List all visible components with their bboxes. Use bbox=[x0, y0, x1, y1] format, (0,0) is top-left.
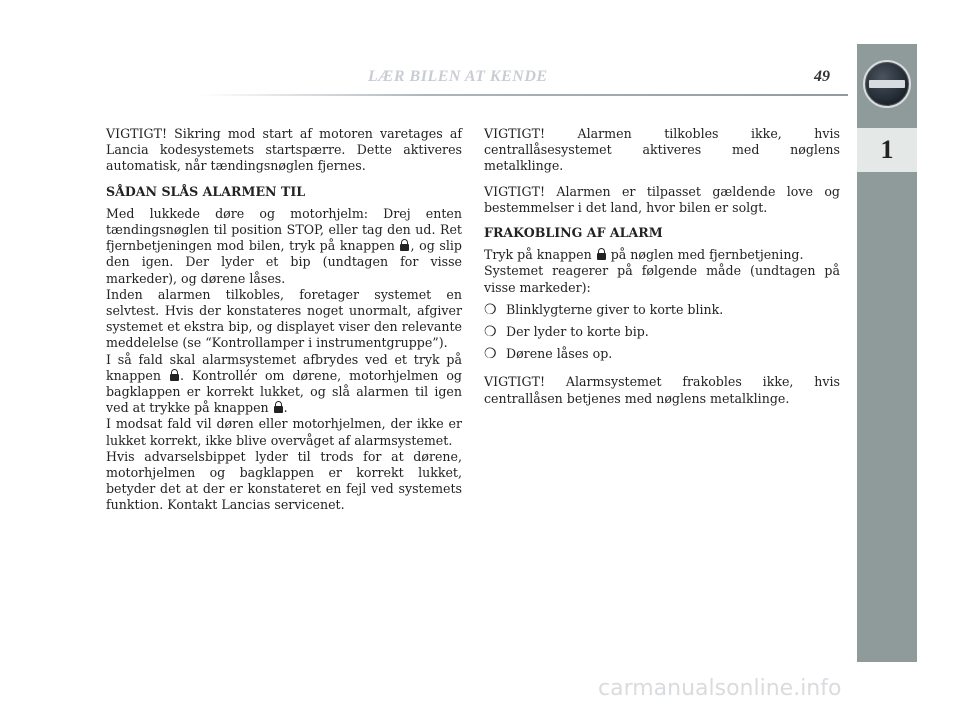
lock-icon bbox=[400, 239, 409, 251]
section-heading: SÅDAN SLÅS ALARMEN TIL bbox=[106, 183, 306, 199]
header-rule bbox=[200, 94, 848, 96]
paragraph: VIGTIGT! Alarmen er tilpasset gældende love og bestemmelser i det land, hvor bilen er solgt. bbox=[484, 183, 840, 215]
list-item: ❍ Dørene låses op. bbox=[484, 346, 613, 363]
lock-icon bbox=[274, 401, 283, 413]
paragraph: I modsat fald vil døren eller motorhjelmen, der ikke er lukket korrekt, ikke blive overvåget af alarmsystemet. bbox=[106, 416, 462, 448]
paragraph: Hvis advarselsbippet lyder til trods for at dørene, motorhjelmen og bagklappen er korrekt lukket, betyder det at der er konstateret en fejl ved systemets funktion. Kontakt Lancias servicenet. bbox=[106, 448, 462, 513]
bullet-list bbox=[484, 302, 840, 363]
logo-box bbox=[857, 44, 917, 124]
paragraph: VIGTIGT! Sikring mod start af motoren varetages af Lancia kodesystemets startspærre. Dette aktiveres automatisk, når tændingsnøglen fjernes. bbox=[106, 126, 462, 174]
lock-icon bbox=[170, 369, 179, 381]
chapter-tab[interactable]: 1 bbox=[857, 128, 917, 172]
paragraph: Med lukkede døre og motorhjelm: Drej enten tændingsnøglen til position STOP, eller tag den ud. Ret fjernbetjeningen mod bilen, tryk på knappen , og slip den igen. Der lyder et bip (undtagen for visse markeder), og dørene låses. bbox=[106, 205, 462, 286]
list-item: ❍ Blinklygterne giver to korte blink. bbox=[484, 301, 724, 318]
paragraph: VIGTIGT! Alarmsystemet frakobles ikke, hvis centrallåsen betjenes med nøglens metalklinge. bbox=[484, 374, 840, 406]
unlock-icon bbox=[597, 248, 606, 260]
left-column bbox=[106, 126, 462, 514]
section-heading: FRAKOBLING AF ALARM bbox=[484, 225, 663, 241]
paragraph: Tryk på knappen på nøglen med fjernbetjening. bbox=[484, 247, 804, 263]
chapter-title: LÆR BILEN AT KENDE bbox=[368, 68, 548, 85]
paragraph: VIGTIGT! Alarmen tilkobles ikke, hvis centrallåsesystemet aktiveres med nøglens metalklinge. bbox=[484, 126, 840, 174]
paragraph: I så fald skal alarmsystemet afbrydes ved et tryk på knappen . Kontrollér om dørene, motorhjelmen og bagklappen er korrekt lukket, og slå alarmen til igen ved at trykke på knappen . bbox=[106, 351, 462, 416]
watermark: carmanualsonline.info bbox=[598, 676, 842, 701]
paragraph: Inden alarmen tilkobles, foretager systemet en selvtest. Hvis der konstateres noget unormalt, afgiver systemet et ekstra bip, og displayet viser den relevante meddelelse (se “Kontrollamper i instrumentgruppe”). bbox=[106, 286, 462, 351]
list-item: ❍ Der lyder to korte bip. bbox=[484, 324, 649, 341]
page-number: 49 bbox=[814, 68, 830, 85]
lancia-logo-icon bbox=[863, 60, 911, 108]
chapter-sidebar bbox=[857, 44, 917, 662]
right-column bbox=[484, 126, 840, 416]
paragraph: Systemet reagerer på følgende måde (undtagen på visse markeder): bbox=[484, 263, 840, 295]
